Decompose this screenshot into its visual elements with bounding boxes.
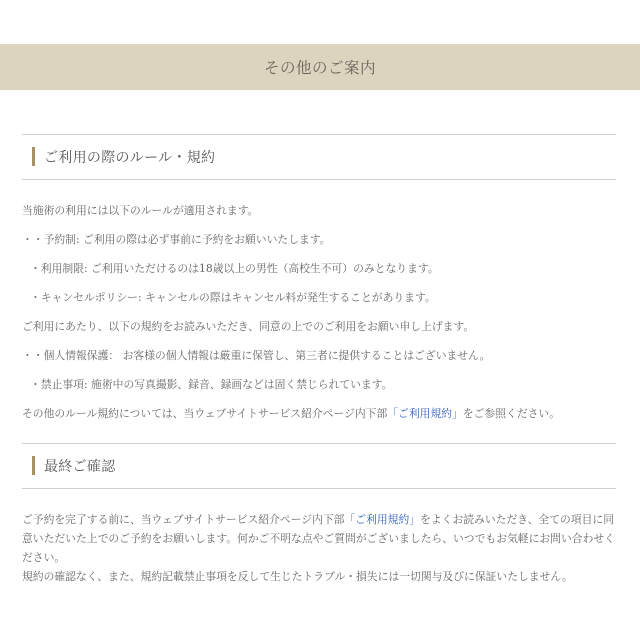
rule-item-restriction: ・利用制限: ご利用いただけるのは18歳以上の男性（高校生不可）のみとなります。 [30, 262, 439, 275]
rule-item-privacy: ・・個人情報保護： お客様の個人情報は厳重に保管し、第三者に提供することはございません。 [22, 349, 491, 362]
section-rules-title: ご利用の際のルール・規約 [44, 150, 216, 166]
rule-item-prohibited: ・禁止事項: 施術中の写真撮影、録音、録画などは固く禁じられています。 [30, 378, 393, 391]
heading-accent-bar [32, 456, 35, 475]
section-rules-heading [22, 134, 616, 180]
page-header [0, 44, 640, 90]
confirm-disclaimer: 規約の確認なく、また、規約記載禁止事項を反して生じたトラブル・損失には一切関与及びに保証いたしません。 [22, 570, 573, 583]
rule-item-reservation: ・・予約制: ご利用の際は必ず事前に予約をお願いいたします。 [22, 233, 331, 246]
rules-other-suffix: をご参照ください。 [462, 407, 561, 420]
section-confirm-title: 最終ご確認 [44, 459, 116, 475]
page-title: その他のご案内 [263, 59, 376, 77]
rules-other-prefix: その他のルール規約については、当ウェブサイトサービス紹介ページ内下部 [22, 407, 388, 420]
rule-item-cancel-policy: ・キャンセルポリシー: キャンセルの際はキャンセル料が発生することがあります。 [30, 291, 436, 304]
terms-link[interactable]: 「ご利用規約」 [387, 407, 463, 420]
confirm-paragraph [22, 510, 618, 586]
rules-agree-text: ご利用にあたり、以下の規約をお読みいただき、同意の上でのご利用をお願い申し上げます。 [22, 320, 475, 333]
confirm-prefix: ご予約を完了する前に、当ウェブサイトサービス紹介ページ内下部 [22, 513, 345, 526]
section-confirm-heading [22, 443, 616, 489]
rules-intro: 当施術の利用には以下のルールが適用されます。 [22, 204, 259, 217]
heading-accent-bar [32, 147, 35, 166]
confirm-terms-link[interactable]: 「ご利用規約」 [344, 513, 421, 526]
confirm-suffix: をよくお読みいただき、全ての項目に同意いただいた上でのご予約をお願いします。何かご不明な点やご質問がございましたら、いつでもお気軽にお問い合わせください。 [22, 513, 615, 564]
rules-other-text [22, 406, 618, 422]
